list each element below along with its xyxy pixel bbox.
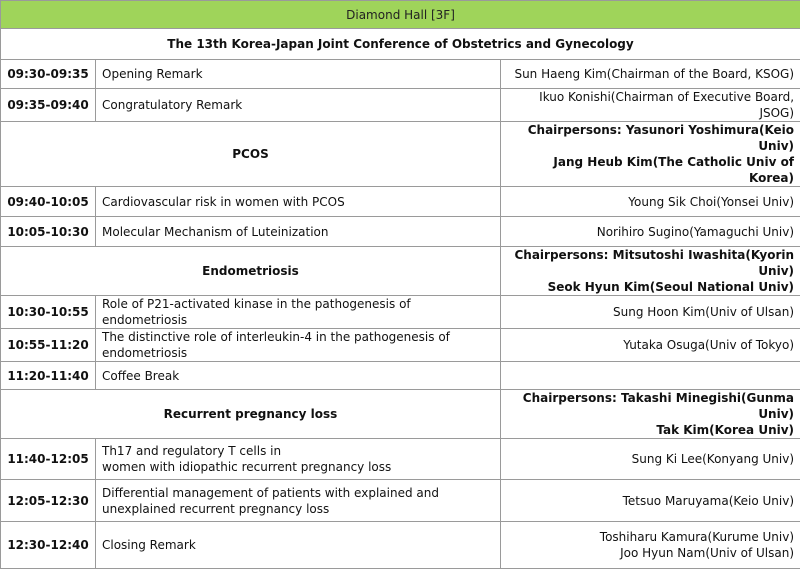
- session-title: PCOS: [1, 122, 501, 187]
- chairpersons-line: Seok Hyun Kim(Seoul National Univ): [507, 279, 794, 295]
- talk-title: [96, 439, 501, 480]
- talk-title-line: Molecular Mechanism of Luteinization: [102, 224, 494, 240]
- talk-title-line: Congratulatory Remark: [102, 97, 494, 113]
- schedule-row: [1, 439, 800, 480]
- chairpersons-line: Chairpersons: Takashi Minegishi(Gunma Univ): [507, 390, 794, 422]
- hall-title: Diamond Hall [3F]: [1, 1, 800, 29]
- time-slot: 09:30-09:35: [1, 60, 96, 89]
- session-title: Endometriosis: [1, 247, 501, 296]
- speaker-line: Sung Ki Lee(Konyang Univ): [507, 451, 794, 467]
- time-slot: 11:40-12:05: [1, 439, 96, 480]
- talk-title-line: The distinctive role of interleukin-4 in the pathogenesis of endometriosis: [102, 329, 494, 361]
- session-row: [1, 247, 800, 296]
- conference-title: The 13th Korea-Japan Joint Conference of Obstetrics and Gynecology: [1, 29, 800, 60]
- speaker-line: Joo Hyun Nam(Univ of Ulsan): [507, 545, 794, 561]
- program-body: [1, 1, 800, 569]
- speaker: [501, 89, 800, 122]
- talk-title: [96, 480, 501, 522]
- chairpersons: [501, 122, 800, 187]
- talk-title: [96, 89, 501, 122]
- chairpersons-line: Jang Heub Kim(The Catholic Univ of Korea): [507, 154, 794, 186]
- speaker-line: Ikuo Konishi(Chairman of Executive Board, JSOG): [507, 89, 794, 121]
- schedule-row: [1, 522, 800, 569]
- session-title: Recurrent pregnancy loss: [1, 390, 501, 439]
- chairpersons-line: Chairpersons: Yasunori Yoshimura(Keio Univ): [507, 122, 794, 154]
- talk-title-line: Th17 and regulatory T cells in: [102, 443, 494, 459]
- schedule-row: [1, 217, 800, 247]
- speaker-line: Toshiharu Kamura(Kurume Univ): [507, 529, 794, 545]
- speaker-line: Sun Haeng Kim(Chairman of the Board, KSOG): [507, 66, 794, 82]
- hall-row: [1, 1, 800, 29]
- speaker-line: Young Sik Choi(Yonsei Univ): [507, 194, 794, 210]
- speaker: [501, 522, 800, 569]
- talk-title-line: women with idiopathic recurrent pregnancy loss: [102, 459, 494, 475]
- schedule-row: [1, 480, 800, 522]
- speaker: [501, 217, 800, 247]
- session-row: [1, 122, 800, 187]
- speaker: [501, 329, 800, 362]
- talk-title: [96, 522, 501, 569]
- speaker: [501, 60, 800, 89]
- talk-title-line: Closing Remark: [102, 537, 494, 553]
- talk-title: [96, 187, 501, 217]
- session-row: [1, 390, 800, 439]
- schedule-row: [1, 60, 800, 89]
- time-slot: 09:40-10:05: [1, 187, 96, 217]
- talk-title: [96, 329, 501, 362]
- speaker-line: Tetsuo Maruyama(Keio Univ): [507, 493, 794, 509]
- talk-title: [96, 60, 501, 89]
- chairpersons-line: Chairpersons: Mitsutoshi Iwashita(Kyorin Univ): [507, 247, 794, 279]
- talk-title-line: Coffee Break: [102, 368, 494, 384]
- speaker-line: Sung Hoon Kim(Univ of Ulsan): [507, 304, 794, 320]
- talk-title-line: unexplained recurrent pregnancy loss: [102, 501, 494, 517]
- talk-title: [96, 217, 501, 247]
- time-slot: 12:05-12:30: [1, 480, 96, 522]
- schedule-row: [1, 362, 800, 390]
- schedule-row: [1, 296, 800, 329]
- talk-title-line: Cardiovascular risk in women with PCOS: [102, 194, 494, 210]
- speaker-line: Norihiro Sugino(Yamaguchi Univ): [507, 224, 794, 240]
- speaker-line: Yutaka Osuga(Univ of Tokyo): [507, 337, 794, 353]
- schedule-row: [1, 329, 800, 362]
- schedule-row: [1, 89, 800, 122]
- speaker: [501, 296, 800, 329]
- speaker: [501, 439, 800, 480]
- time-slot: 10:05-10:30: [1, 217, 96, 247]
- time-slot: 10:30-10:55: [1, 296, 96, 329]
- talk-title-line: Differential management of patients with explained and: [102, 485, 494, 501]
- speaker: [501, 362, 800, 390]
- chairpersons: [501, 390, 800, 439]
- talk-title-line: Role of P21-activated kinase in the pathogenesis of endometriosis: [102, 296, 494, 328]
- talk-title: [96, 362, 501, 390]
- conference-row: [1, 29, 800, 60]
- chairpersons-line: Tak Kim(Korea Univ): [507, 422, 794, 438]
- time-slot: 10:55-11:20: [1, 329, 96, 362]
- talk-title: [96, 296, 501, 329]
- talk-title-line: Opening Remark: [102, 66, 494, 82]
- speaker: [501, 480, 800, 522]
- time-slot: 11:20-11:40: [1, 362, 96, 390]
- chairpersons: [501, 247, 800, 296]
- speaker: [501, 187, 800, 217]
- schedule-row: [1, 187, 800, 217]
- time-slot: 12:30-12:40: [1, 522, 96, 569]
- time-slot: 09:35-09:40: [1, 89, 96, 122]
